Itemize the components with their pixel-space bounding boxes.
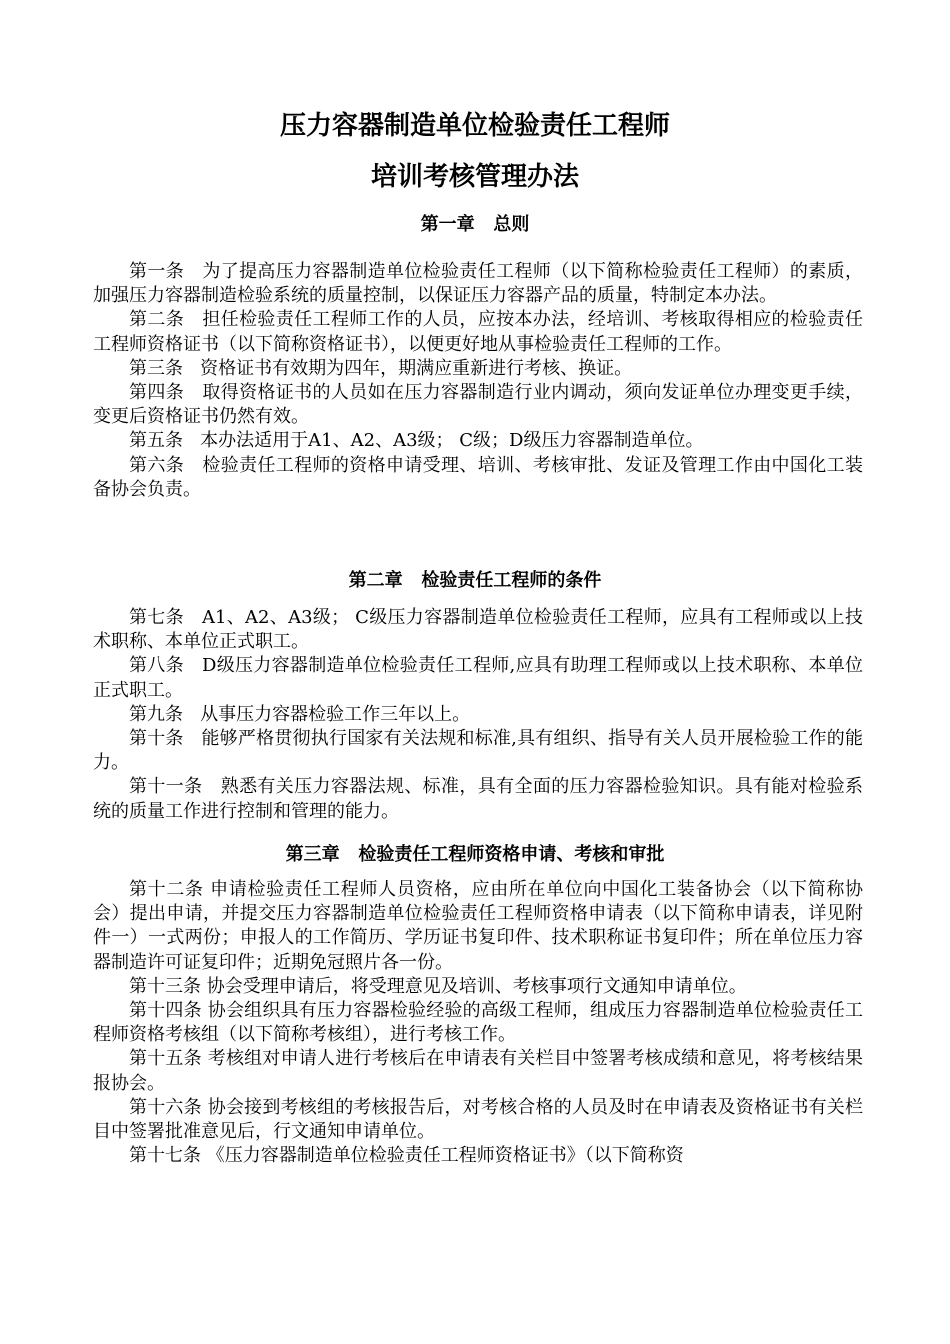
article-3 (93, 357, 863, 381)
article-label: 第六条 (129, 454, 203, 476)
article-12 (93, 878, 863, 975)
article-9 (93, 703, 863, 727)
article-text: 取得资格证书的人员如在压力容器制造行业内调动，须向发证单位办理变更手续，变更后资格证书仍然有效。 (93, 382, 863, 428)
article-text: 本办法适用于A1、A2、A3级； C级；D级压力容器制造单位。 (200, 430, 704, 452)
chapter-2-body (93, 606, 863, 824)
article-7 (93, 606, 863, 654)
article-text: 检验责任工程师的资格申请受理、培训、考核审批、发证及管理工作由中国化工装备协会负责。 (93, 454, 863, 500)
chapter-1-heading: 第一章 总则 (420, 214, 530, 235)
article-label: 第一条 (129, 261, 203, 282)
document-title-line-2: 培训考核管理办法 (370, 162, 579, 192)
article-text: 为了提高压力容器制造单位检验责任工程师（以下简称检验责任工程师）的素质，加强压力容器制造检验系统的质量控制，以保证压力容器产品的质量，特制定本办法。 (93, 261, 863, 307)
article-1 (93, 260, 863, 308)
article-label: 第五条 (129, 430, 201, 452)
article-13 (93, 975, 863, 999)
article-text: A1、A2、A3级； C级压力容器制造单位检验责任工程师，应具有工程师或以上技术职称、本单位正式职工。 (93, 607, 863, 653)
article-text: D级压力容器制造单位检验责任工程师,应具有助理工程师或以上技术职称、本单位正式职工。 (93, 655, 863, 701)
article-label: 第八条 (129, 655, 202, 677)
article-10 (93, 727, 863, 775)
article-text: 从事压力容器检验工作三年以上。 (200, 703, 471, 725)
article-label: 第十七条 (129, 1145, 207, 1167)
article-6 (93, 454, 863, 502)
article-17 (93, 1144, 863, 1168)
article-label: 第三条 (129, 357, 201, 379)
article-text: 熟悉有关压力容器法规、标准，具有全面的压力容器检验知识。具有能对检验系统的质量工作进行控制和管理的能力。 (93, 776, 863, 822)
article-text: 协会受理申请后，将受理意见及培训、考核事项行文通知申请单位。 (206, 975, 747, 997)
article-text: 考核组对申请人进行考核后在申请表有关栏目中签署考核成绩和意见，将考核结果报协会。 (93, 1048, 863, 1094)
article-11 (93, 775, 863, 823)
article-text: 《压力容器制造单位检验责任工程师资格证书》（以下简称资 (206, 1145, 684, 1167)
article-label: 第十二条 (129, 879, 211, 900)
article-14 (93, 999, 863, 1047)
article-label: 第十五条 (129, 1048, 208, 1070)
article-label: 第十三条 (129, 975, 207, 997)
chapter-3-heading: 第三章 检验责任工程师资格申请、考核和审批 (285, 844, 665, 865)
article-label: 第十四条 (129, 1000, 208, 1022)
article-16 (93, 1096, 863, 1144)
article-15 (93, 1047, 863, 1095)
chapter-2-heading: 第二章 检验责任工程师的条件 (348, 570, 602, 591)
article-4 (93, 381, 863, 429)
document-title-line-1: 压力容器制造单位检验责任工程师 (279, 111, 670, 141)
article-label: 第二条 (129, 309, 203, 331)
article-label: 第四条 (129, 382, 203, 404)
article-label: 第七条 (129, 607, 202, 628)
article-text: 协会接到考核组的考核报告后，对考核合格的人员及时在申请表及资格证书有关栏目中签署批准意见后，行文通知申请单位。 (93, 1096, 863, 1143)
article-5 (93, 429, 863, 453)
article-label: 第十条 (129, 728, 202, 750)
article-label: 第九条 (129, 703, 201, 725)
article-8 (93, 654, 863, 702)
article-2 (93, 308, 863, 356)
article-text: 能够严格贯彻执行国家有关法规和标准,具有组织、指导有关人员开展检验工作的能力。 (93, 728, 863, 774)
article-label: 第十六条 (129, 1096, 208, 1118)
chapter-1-body (93, 260, 863, 502)
article-text: 协会组织具有压力容器检验经验的高级工程师，组成压力容器制造单位检验责任工程师资格考核组（以下简称考核组），进行考核工作。 (93, 1000, 863, 1046)
article-text: 资格证书有效期为四年，期满应重新进行考核、换证。 (200, 357, 633, 379)
chapter-3-body (93, 878, 863, 1168)
article-text: 担任检验责任工程师工作的人员，应按本办法，经培训、考核取得相应的检验责任工程师资格证书（以下简称资格证书），以便更好地从事检验责任工程师的工作。 (93, 309, 863, 355)
article-text: 申请检验责任工程师人员资格，应由所在单位向中国化工装备协会（以下简称协会）提出申请，并提交压力容器制造单位检验责任工程师资格申请表（以下简称申请表，详见附件一）一式两份；申报人的工作简历、学历证书复印件、技术职称证书复印件；所在单位压力容器制造许可证复印件；近期免冠照片各一份。 (93, 879, 863, 973)
article-label: 第十一条 (129, 776, 221, 798)
